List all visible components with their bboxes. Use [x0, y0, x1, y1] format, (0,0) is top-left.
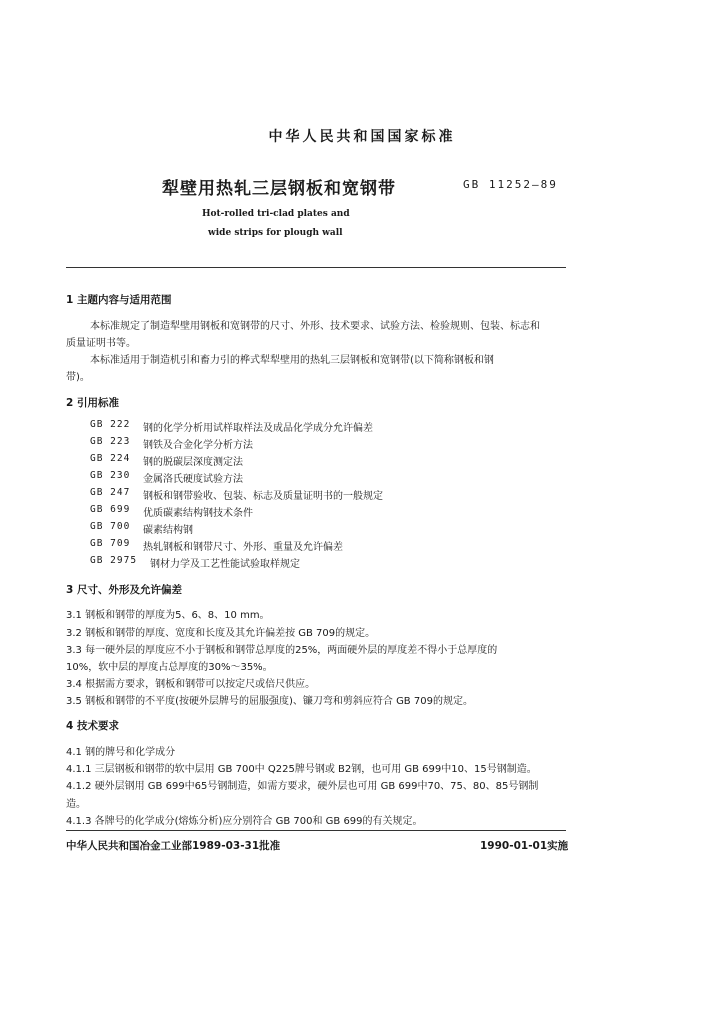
standard-title: 犁壁用热轧三层钢板和宽钢带: [162, 179, 396, 199]
clause-4-1: 4.1 钢的牌号和化学成分: [66, 747, 176, 758]
reference-code: GB 230: [90, 470, 131, 481]
clause-4-1-3: 4.1.3 各牌号的化学成分(熔炼分析)应分别符合 GB 700和 GB 699的有关规定。: [66, 816, 423, 827]
reference-title: 钢材力学及工艺性能试验取样规定: [150, 559, 300, 570]
issuing-organization: 中华人民共和国国家标准: [268, 129, 456, 145]
reference-code: GB 222: [90, 419, 131, 430]
reference-title: 热轧钢板和钢带尺寸、外形、重量及允许偏差: [143, 542, 343, 553]
reference-code: GB 224: [90, 453, 131, 464]
reference-title: 钢铁及合金化学分析方法: [143, 440, 253, 451]
reference-title: 钢的脱碳层深度测定法: [143, 457, 243, 468]
clause-3-3-cont: 10%，软中层的厚度占总厚度的30%～35%。: [66, 662, 273, 673]
standard-code: GB 11252—89: [463, 178, 558, 191]
footer-divider: [66, 830, 566, 831]
clause-4-1-1: 4.1.1 三层钢板和钢带的软中层用 GB 700中 Q225牌号钢或 B2钢，也可用 GB 699中10、15号钢制造。: [66, 764, 537, 775]
english-title-line2: wide strips for plough wall: [208, 228, 343, 238]
clause-3-2: 3.2 钢板和钢带的厚度、宽度和长度及其允许偏差按 GB 709的规定。: [66, 628, 376, 639]
section-heading: 4 技术要求: [66, 720, 119, 732]
paragraph-line: 带)。: [66, 372, 90, 383]
reference-code: GB 223: [90, 436, 131, 447]
section-heading: 3 尺寸、外形及允许偏差: [66, 584, 182, 596]
clause-4-1-2: 4.1.2 硬外层钢用 GB 699中65号钢制造，如需方要求，硬外层也可用 GB 699中70、75、80、85号钢制: [66, 781, 539, 792]
section-heading: 2 引用标准: [66, 397, 119, 409]
clause-3-5: 3.5 钢板和钢带的不平度(按硬外层牌号的屈服强度)、镰刀弯和剪斜应符合 GB 709的规定。: [66, 696, 473, 707]
header-divider: [66, 267, 566, 268]
paragraph-line: 本标准适用于制造机引和畜力引的桦式犁犁壁用的热轧三层钢板和宽钢带(以下简称钢板和钢: [90, 355, 494, 366]
clause-3-1: 3.1 钢板和钢带的厚度为5、6、8、10 mm。: [66, 610, 270, 621]
clause-3-3: 3.3 每一硬外层的厚度应不小于钢板和钢带总厚度的25%，两面硬外层的厚度差不得小于总厚度的: [66, 645, 498, 656]
reference-title: 优质碳素结构钢技术条件: [143, 508, 253, 519]
reference-code: GB 699: [90, 504, 131, 515]
paragraph-line: 质量证明书等。: [66, 338, 136, 349]
reference-title: 钢板和钢带验收、包装、标志及质量证明书的一般规定: [143, 491, 383, 502]
english-title-line1: Hot-rolled tri-clad plates and: [202, 209, 350, 219]
reference-code: GB 709: [90, 538, 131, 549]
approval-statement: 中华人民共和国冶金工业部1989-03-31批准: [66, 840, 281, 852]
reference-title: 钢的化学分析用试样取样法及成品化学成分允许偏差: [143, 423, 373, 434]
reference-code: GB 700: [90, 521, 131, 532]
implementation-date: 1990-01-01实施: [480, 840, 569, 852]
reference-code: GB 2975: [90, 555, 138, 566]
reference-title: 碳素结构钢: [143, 525, 193, 536]
clause-4-1-2-cont: 造。: [66, 799, 86, 810]
section-heading: 1 主题内容与适用范围: [66, 294, 172, 306]
paragraph-line: 本标准规定了制造犁壁用钢板和宽钢带的尺寸、外形、技术要求、试验方法、检验规则、包装、标志和: [90, 321, 540, 332]
reference-code: GB 247: [90, 487, 131, 498]
clause-3-4: 3.4 根据需方要求，钢板和钢带可以按定尺或倍尺供应。: [66, 679, 316, 690]
reference-title: 金属洛氏硬度试验方法: [143, 474, 243, 485]
